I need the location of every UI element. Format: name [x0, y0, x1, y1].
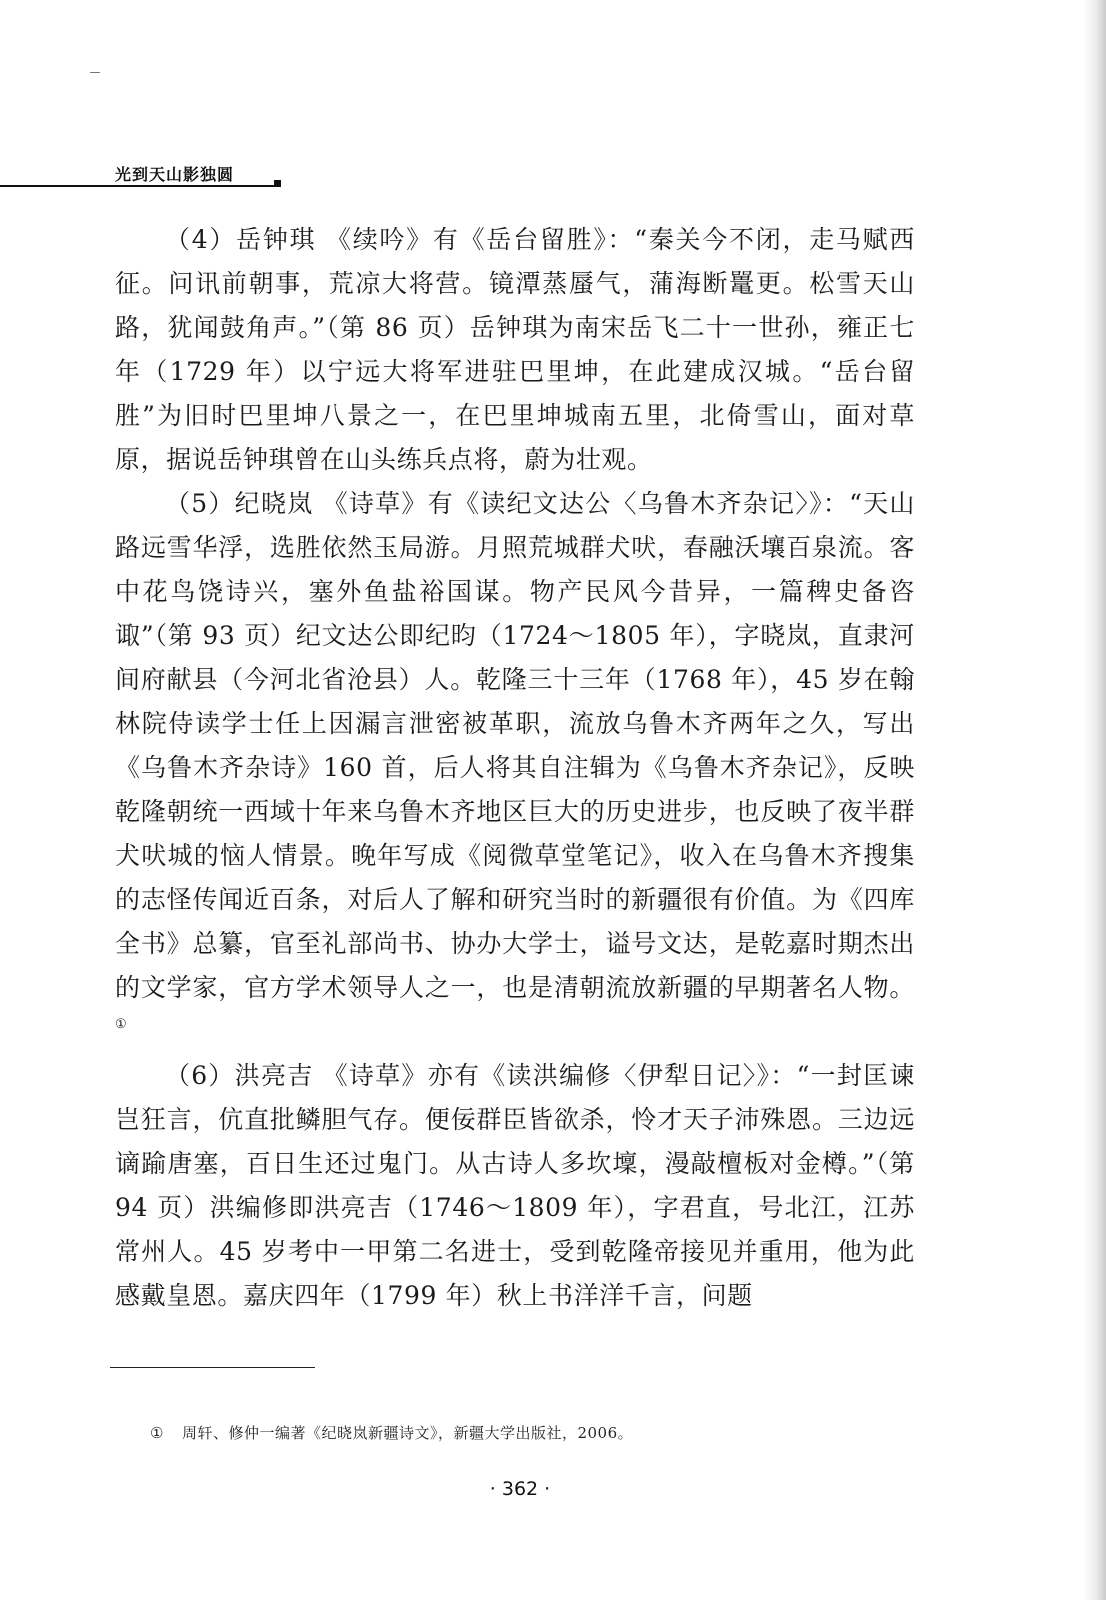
scan-mark: [90, 72, 100, 73]
header-square-ornament: [274, 180, 281, 187]
page-number: · 362 ·: [489, 1478, 551, 1500]
footnote-rule: [110, 1367, 315, 1368]
page-edge-shadow: [1084, 0, 1106, 1600]
body-text: [115, 218, 915, 1318]
header-rule: [0, 185, 278, 187]
running-header: 光到天山影独圆: [115, 165, 235, 184]
paragraph-ji-xiaolan-text: （5）纪晓岚 《诗草》有《读纪文达公〈乌鲁木齐杂记〉》：“天山路远雪华浮，选胜依然玉局游。月照荒城群犬吠，春融沃壤百泉流。客中花鸟饶诗兴，塞外鱼盐裕国谋。物产民风今昔异，一篇稗史备咨诹”（第 93 页）纪文达公即纪昀（1724～1805 年），字晓岚，直隶河间府献县（今河北省沧县）人。乾隆三十三年（1768 年），45 岁在翰林院侍读学士任上因漏言泄密被革职，流放乌鲁木齐两年之久，写出《乌鲁木齐杂诗》160 首，后人将其自注辑为《乌鲁木齐杂记》，反映乾隆朝统一西域十年来乌鲁木齐地区巨大的历史进步，也反映了夜半群犬吠城的恼人情景。晚年写成《阅微草堂笔记》，收入在乌鲁木齐搜集的志怪传闻近百条，对后人了解和研究当时的新疆很有价值。为《四库全书》总纂，官至礼部尚书、协办大学士，谥号文达，是乾嘉时期杰出的文学家，官方学术领导人之一，也是清朝流放新疆的早期著名人物。: [115, 489, 915, 1002]
paragraph-hong-liangji: （6）洪亮吉 《诗草》亦有《读洪编修〈伊犁日记〉》：“一封匡谏岂狂言，伉直批鳞胆气存。便佞群臣皆欲杀，怜才天子沛殊恩。三边远谪踰唐塞，百日生还过鬼门。从古诗人多坎壈，漫敲檀板对金樽。”（第 94 页）洪编修即洪亮吉（1746～1809 年），字君直，号北江，江苏常州人。45 岁考中一甲第二名进士，受到乾隆帝接见并重用，他为此感戴皇恩。嘉庆四年（1799 年）秋上书洋洋千言，问题: [115, 1061, 915, 1310]
footnote-text: 周轩、修仲一编著《纪晓岚新疆诗文》，新疆大学出版社，2006。: [181, 1424, 634, 1442]
footnote: [150, 1422, 633, 1443]
footnote-reference[interactable]: ①: [115, 1017, 128, 1032]
footnote-mark: ①: [150, 1424, 164, 1442]
paragraph-yue-zhongqi: （4）岳钟琪 《续吟》有《岳台留胜》：“秦关今不闭，走马赋西征。问讯前朝事，荒凉大将营。镜潭蒸蜃气，蒲海断鼍更。松雪天山路，犹闻鼓角声。”（第 86 页）岳钟琪为南宋岳飞二十一世孙，雍正七年（1729 年）以宁远大将军进驻巴里坤，在此建成汉城。“岳台留胜”为旧时巴里坤八景之一，在巴里坤城南五里，北倚雪山，面对草原，据说岳钟琪曾在山头练兵点将，蔚为壮观。: [115, 225, 915, 474]
paragraph-ji-xiaolan: [115, 482, 915, 1054]
